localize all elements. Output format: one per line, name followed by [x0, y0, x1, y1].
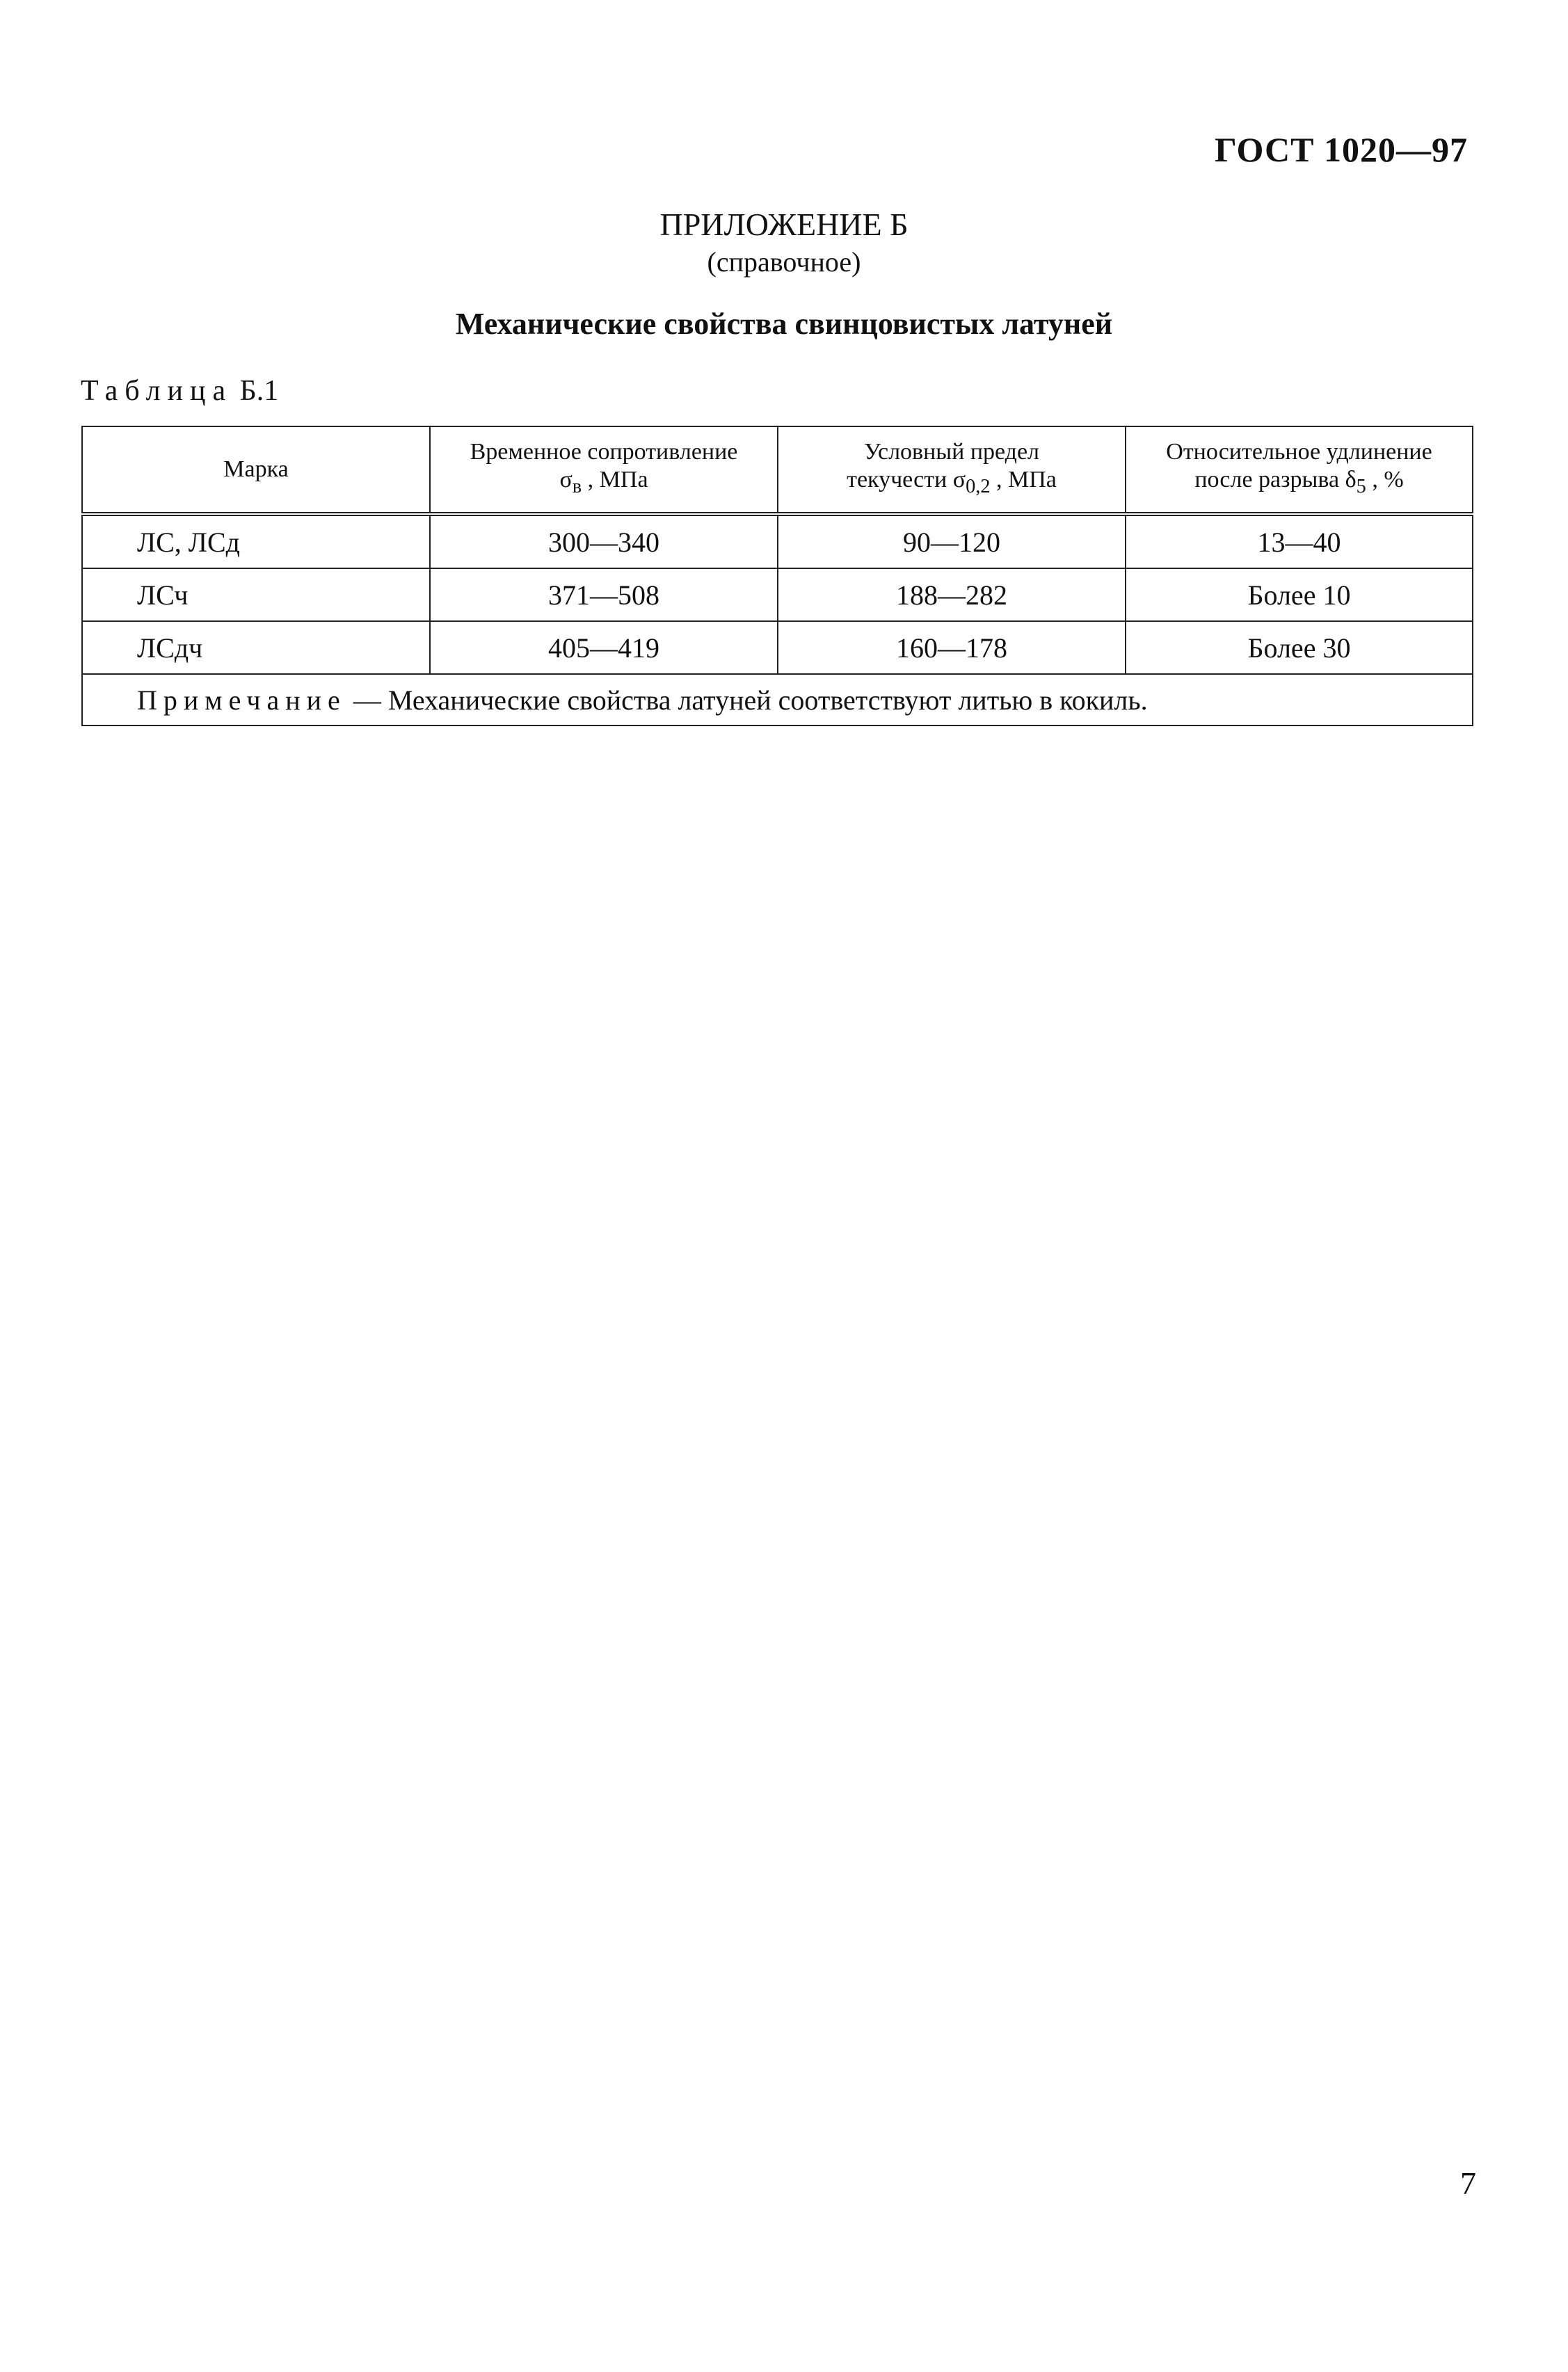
- column-header-yield-strength: Условный предел текучести $\sigma_{0,2}$ , МПа: [778, 426, 1126, 514]
- cell-tensile: 300—340: [430, 514, 778, 568]
- column-header-grade: Марка: [82, 426, 430, 514]
- table-caption: [81, 374, 278, 408]
- table-row: [82, 514, 1473, 568]
- table-note: [82, 674, 1473, 726]
- cell-elongation: Более 30: [1126, 621, 1473, 674]
- table-note-row: [82, 674, 1473, 726]
- cell-tensile: 371—508: [430, 568, 778, 621]
- column-header-tensile-strength: Временное сопротивление $\sigma_в$ , МПа: [430, 426, 778, 514]
- note-text: — Механические свойства латуней соответствуют литью в кокиль.: [346, 684, 1148, 716]
- cell-yield: 90—120: [778, 514, 1126, 568]
- table-header-row: [82, 426, 1473, 514]
- page-number: 7: [1460, 2165, 1476, 2201]
- appendix-subtitle: (справочное): [707, 246, 861, 278]
- note-label: Примечание: [137, 684, 346, 716]
- standard-designation: ГОСТ 1020—97: [1214, 130, 1468, 169]
- cell-elongation: Более 10: [1126, 568, 1473, 621]
- table-row: [82, 568, 1473, 621]
- table-row: [82, 621, 1473, 674]
- cell-yield: 188—282: [778, 568, 1126, 621]
- cell-yield: 160—178: [778, 621, 1126, 674]
- table-caption-number: Б.1: [239, 375, 279, 407]
- column-header-elongation: Относительное удлинение после разрыва $\delta_5$ , %: [1126, 426, 1473, 514]
- appendix-heading: [0, 206, 1568, 281]
- cell-tensile: 405—419: [430, 621, 778, 674]
- cell-grade: ЛС, ЛСд: [82, 514, 430, 568]
- section-title: Механические свойства свинцовистых латуней: [455, 307, 1113, 341]
- cell-grade: ЛСдч: [82, 621, 430, 674]
- properties-table: [81, 426, 1473, 726]
- table-caption-word: Таблица: [81, 375, 233, 407]
- appendix-title: ПРИЛОЖЕНИЕ Б: [659, 207, 909, 242]
- cell-grade: ЛСч: [82, 568, 430, 621]
- cell-elongation: 13—40: [1126, 514, 1473, 568]
